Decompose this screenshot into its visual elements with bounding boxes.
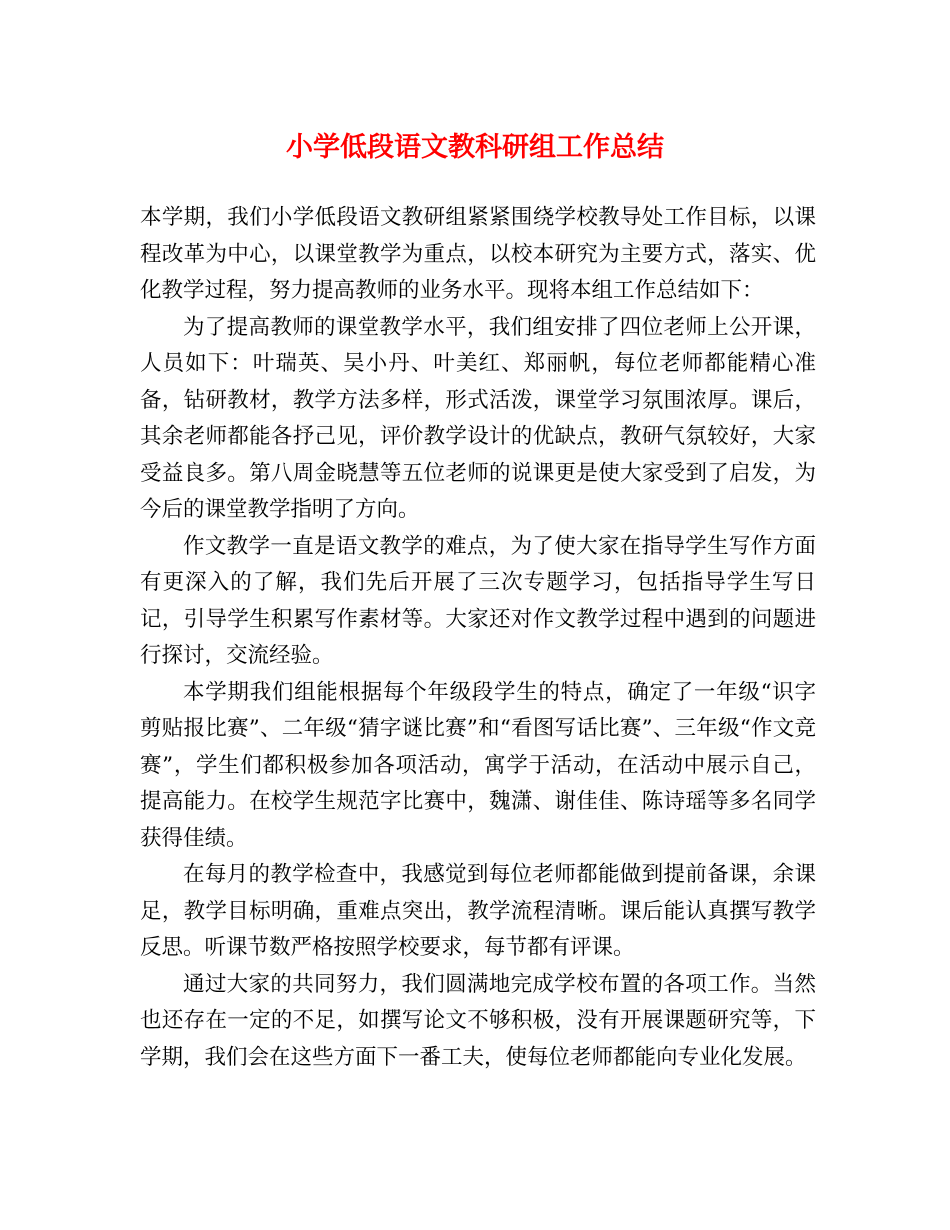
- paragraph-intro: 本学期，我们小学低段语文教研组紧紧围绕学校教导处工作目标，以课程改革为中心，以课堂教学为重点，以校本研究为主要方式，落实、优化教学过程，努力提高教师的业务水平。现将本组工作总结如下：: [140, 205, 816, 303]
- paragraph-student-activities: 本学期我们组能根据每个年级段学生的特点，确定了一年级“识字剪贴报比赛”、二年级“猜字谜比赛”和“看图写话比赛”、三年级“作文竞赛”，学生们都积极参加各项活动，寓学于活动，在活动中展示自己，提高能力。在校学生规范字比赛中，魏潇、谢佳佳、陈诗瑶等多名同学获得佳绩。: [140, 679, 816, 851]
- document-title: 小学低段语文教科研组工作总结: [286, 132, 664, 163]
- document-body: [140, 200, 816, 1076]
- paragraph-conclusion: 通过大家的共同努力，我们圆满地完成学校布置的各项工作。当然也还存在一定的不足，如撰写论文不够积极，没有开展课题研究等，下学期，我们会在这些方面下一番工夫，使每位老师都能向专业化发展。: [140, 971, 816, 1070]
- paragraph-monthly-inspection: 在每月的教学检查中，我感觉到每位老师都能做到提前备课，余课足，教学目标明确，重难点突出，教学流程清晰。课后能认真撰写教学反思。听课节数严格按照学校要求，每节都有评课。: [140, 862, 816, 960]
- paragraph-open-classes: 为了提高教师的课堂教学水平，我们组安排了四位老师上公开课，人员如下：叶瑞英、吴小丹、叶美红、郑丽帆，每位老师都能精心准备，钻研教材，教学方法多样，形式活泼，课堂学习氛围浓厚。课后，其余老师都能各抒己见，评价教学设计的优缺点，教研气氛较好，大家受益良多。第八周金晓慧等五位老师的说课更是使大家受到了启发，为今后的课堂教学指明了方向。: [140, 314, 816, 522]
- paragraph-composition-teaching: 作文教学一直是语文教学的难点，为了使大家在指导学生写作方面有更深入的了解，我们先后开展了三次专题学习，包括指导学生写日记，引导学生积累写作素材等。大家还对作文教学过程中遇到的问题进行探讨，交流经验。: [140, 533, 816, 668]
